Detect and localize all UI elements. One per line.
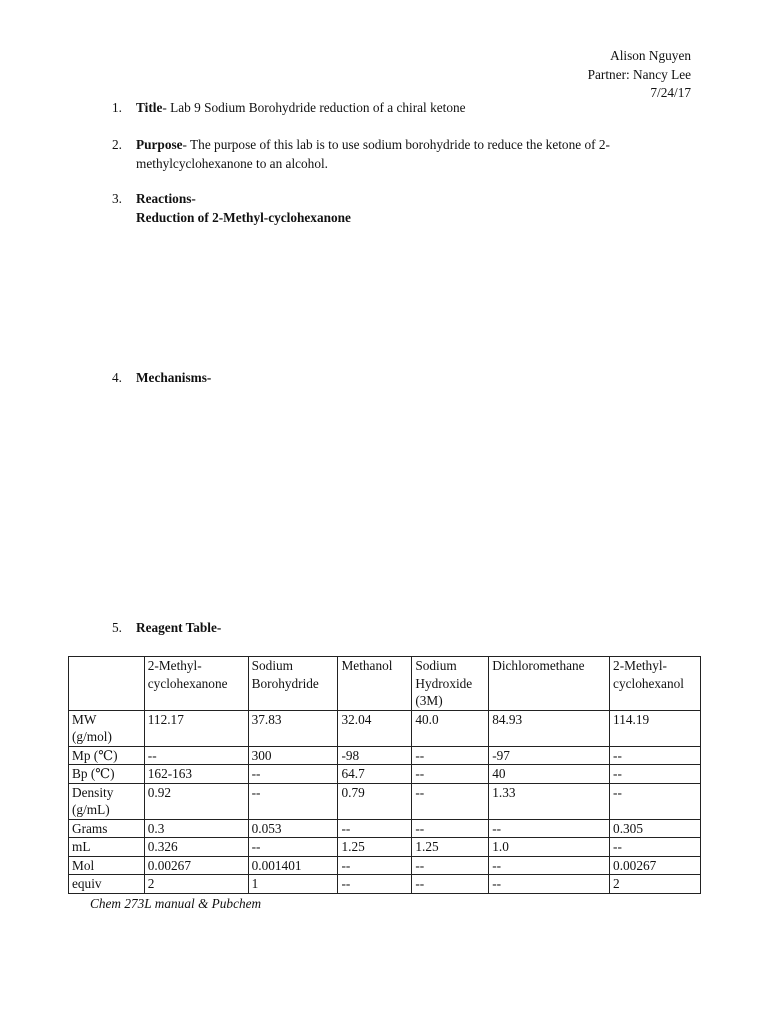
table-cell: 2 <box>610 875 701 894</box>
table-cell: 64.7 <box>338 765 412 784</box>
table-cell: -- <box>489 875 610 894</box>
table-cell: -- <box>489 819 610 838</box>
table-cell: 0.001401 <box>248 856 338 875</box>
table-cell: 112.17 <box>144 710 248 746</box>
table-cell: 0.305 <box>610 819 701 838</box>
table-cell: -- <box>610 783 701 819</box>
table-cell: 0.92 <box>144 783 248 819</box>
table-row <box>69 783 701 819</box>
table-cell: -98 <box>338 746 412 765</box>
table-header-cell: Methanol <box>338 657 412 711</box>
table-cell: 84.93 <box>489 710 610 746</box>
table-cell: Mol <box>69 856 145 875</box>
reactions-subtitle: Reduction of 2-Methyl-cyclohexanone <box>136 209 351 225</box>
table-cell: -- <box>610 765 701 784</box>
purpose-text-line1: - The purpose of this lab is to use sodium borohydride to reduce the ketone of 2- <box>182 137 610 152</box>
section-number: 5. <box>112 620 122 635</box>
table-cell: -- <box>248 765 338 784</box>
table-cell: -- <box>412 783 489 819</box>
table-row <box>69 765 701 784</box>
table-cell: -- <box>338 819 412 838</box>
author-name: Alison Nguyen <box>610 48 691 63</box>
table-cell: Density (g/mL) <box>69 783 145 819</box>
table-cell: 40.0 <box>412 710 489 746</box>
table-cell: 0.326 <box>144 838 248 857</box>
table-cell: -- <box>248 838 338 857</box>
partner-name: Partner: Nancy Lee <box>587 66 691 82</box>
table-cell: -- <box>248 783 338 819</box>
table-cell: -- <box>610 746 701 765</box>
section-label: Mechanisms- <box>136 370 212 385</box>
table-row <box>69 746 701 765</box>
table-cell: -- <box>338 875 412 894</box>
table-cell: -- <box>412 819 489 838</box>
table-cell: -- <box>144 746 248 765</box>
table-cell: -- <box>412 875 489 894</box>
table-header-cell: Dichloromethane <box>489 657 610 711</box>
table-cell: 0.00267 <box>144 856 248 875</box>
table-cell: 1.0 <box>489 838 610 857</box>
table-row <box>69 819 701 838</box>
table-cell: 1.25 <box>412 838 489 857</box>
table-cell: -97 <box>489 746 610 765</box>
table-row <box>69 838 701 857</box>
section-label: Reagent Table- <box>136 620 222 635</box>
section-number: 4. <box>112 370 122 385</box>
table-cell: Mp (℃) <box>69 746 145 765</box>
section-label: Title <box>136 100 163 115</box>
date: 7/24/17 <box>650 85 691 100</box>
table-cell: -- <box>412 856 489 875</box>
section-label: Purpose <box>136 137 183 152</box>
table-header-cell: Sodium Hydroxide (3M) <box>412 657 489 711</box>
table-cell: 40 <box>489 765 610 784</box>
table-row <box>69 856 701 875</box>
table-header-cell: 2-Methyl- cyclohexanone <box>144 657 248 711</box>
title-text: - Lab 9 Sodium Borohydride reduction of a chiral ketone <box>162 100 466 115</box>
table-cell: 1 <box>248 875 338 894</box>
table-cell: -- <box>338 856 412 875</box>
table-row <box>69 710 701 746</box>
table-cell: 0.053 <box>248 819 338 838</box>
table-cell: -- <box>412 746 489 765</box>
table-cell: 1.33 <box>489 783 610 819</box>
section-number: 2. <box>112 137 122 152</box>
reagent-table <box>68 656 701 894</box>
table-row <box>69 875 701 894</box>
table-cell: Bp (℃) <box>69 765 145 784</box>
section-label: Reactions- <box>136 191 196 206</box>
table-cell: 0.3 <box>144 819 248 838</box>
table-header-cell: 2-Methyl- cyclohexanol <box>610 657 701 711</box>
table-cell: 2 <box>144 875 248 894</box>
table-cell: 0.79 <box>338 783 412 819</box>
purpose-text-line2: methylcyclohexanone to an alcohol. <box>136 155 328 171</box>
table-cell: 162-163 <box>144 765 248 784</box>
table-cell: 0.00267 <box>610 856 701 875</box>
table-cell: MW (g/mol) <box>69 710 145 746</box>
table-cell: 1.25 <box>338 838 412 857</box>
table-header-cell <box>69 657 145 711</box>
table-header-cell: Sodium Borohydride <box>248 657 338 711</box>
document-header <box>588 47 691 103</box>
section-number: 3. <box>112 191 122 206</box>
table-cell: mL <box>69 838 145 857</box>
table-cell: 37.83 <box>248 710 338 746</box>
table-cell: -- <box>610 838 701 857</box>
table-cell: 32.04 <box>338 710 412 746</box>
section-number: 1. <box>112 100 122 115</box>
table-cell: 300 <box>248 746 338 765</box>
table-cell: -- <box>489 856 610 875</box>
table-cell: Grams <box>69 819 145 838</box>
table-cell: -- <box>412 765 489 784</box>
table-cell: equiv <box>69 875 145 894</box>
table-header-row <box>69 657 701 711</box>
table-caption: Chem 273L manual & Pubchem <box>90 896 262 911</box>
table-cell: 114.19 <box>610 710 701 746</box>
